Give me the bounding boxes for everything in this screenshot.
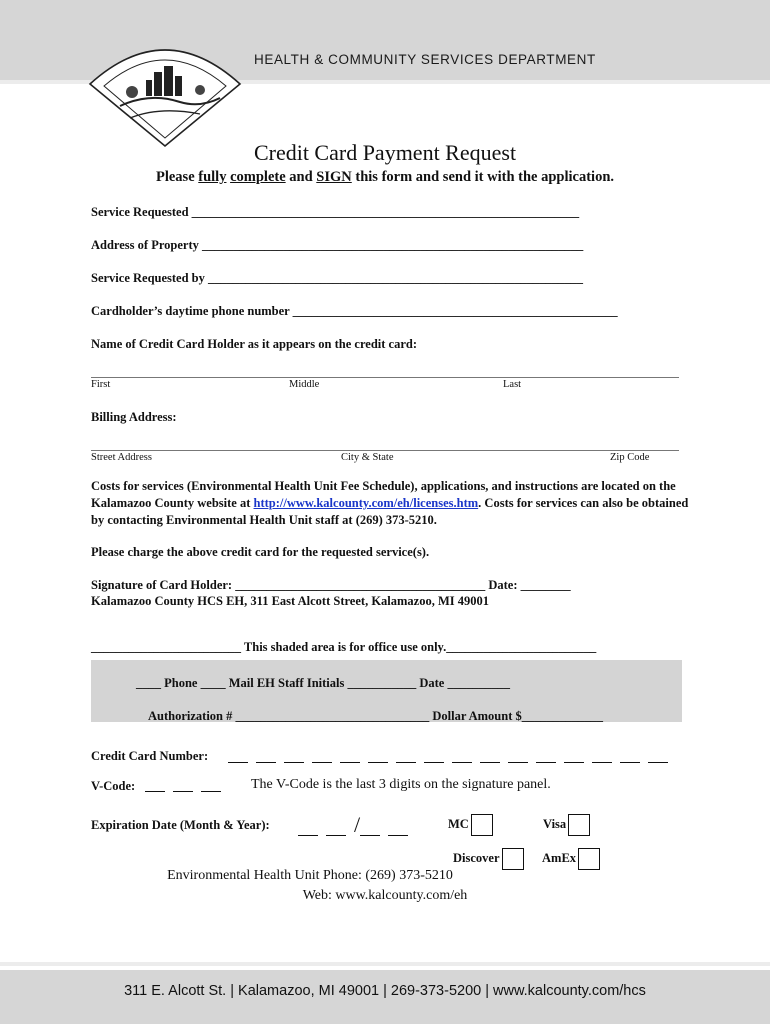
mc-option[interactable]: MC — [448, 814, 493, 836]
service-requested-field[interactable]: Service Requested ______________________________________________________________ — [91, 205, 580, 219]
expiration-date-input[interactable]: / — [298, 816, 416, 842]
name-first-label: First — [91, 379, 111, 390]
office-use-heading: ________________________ This shaded area is for office use only.________________________ — [91, 640, 597, 654]
amex-option[interactable]: AmEx — [542, 848, 600, 870]
footer-stripe — [0, 962, 770, 966]
form-instructions: Please fully complete and SIGN this form and send it with the application. — [155, 169, 615, 185]
department-name: HEALTH & COMMUNITY SERVICES DEPARTMENT — [254, 52, 596, 67]
visa-option[interactable]: Visa — [543, 814, 590, 836]
billing-zip-label: Zip Code — [610, 452, 650, 463]
vcode-input[interactable] — [145, 779, 229, 797]
eh-web: Web: www.kalcounty.com/eh — [302, 888, 468, 903]
vcode-note: The V-Code is the last 3 digits on the signature panel. — [251, 777, 551, 792]
licenses-link[interactable]: http://www.kalcounty.com/eh/licenses.htm — [253, 496, 479, 510]
signature-field[interactable]: Signature of Card Holder: ________________________________________ Date: ________ — [91, 578, 571, 592]
discover-checkbox[interactable] — [502, 848, 524, 870]
footer-address: 311 E. Alcott St. | Kalamazoo, MI 49001 | 269-373-5200 | www.kalcounty.com/hcs — [124, 983, 646, 999]
eh-unit-contact: Environmental Health Unit Phone: (269) 373-5210 — [167, 868, 453, 883]
name-last-label: Last — [503, 379, 522, 390]
name-middle-label: Middle — [289, 379, 320, 390]
vcode-label: V-Code: — [91, 779, 136, 793]
charge-statement: Please charge the above credit card for the requested service(s). — [91, 545, 430, 559]
cardholder-phone-field[interactable]: Cardholder’s daytime phone number ____________________________________________________ — [91, 304, 618, 318]
billing-city-label: City & State — [341, 452, 394, 463]
billing-address-line[interactable] — [91, 450, 679, 451]
credit-card-number-label: Credit Card Number: — [91, 749, 209, 763]
office-use-row-contact[interactable]: ____ Phone ____ Mail EH Staff Initials ___________ Date __________ — [136, 676, 510, 690]
county-seal-logo — [80, 26, 250, 151]
mail-address: Kalamazoo County HCS EH, 311 East Alcott Street, Kalamazoo, MI 49001 — [91, 594, 490, 608]
address-of-property-field[interactable]: Address of Property _____________________________________________________________ — [91, 238, 584, 252]
visa-checkbox[interactable] — [568, 814, 590, 836]
form-title: Credit Card Payment Request — [253, 140, 517, 165]
billing-address-label: Billing Address: — [91, 410, 177, 424]
expiration-date-label: Expiration Date (Month & Year): — [91, 818, 270, 832]
mc-checkbox[interactable] — [471, 814, 493, 836]
costs-paragraph: Costs for services (Environmental Health Unit Fee Schedule), applications, and instructions are located on the Kalamazoo County website at http://www.kalcounty.com/eh/licenses.htm. Costs for services can also be obtained by contacting Environmental Health Unit staff at (269) 373-5210. — [91, 479, 689, 527]
discover-option[interactable]: Discover — [453, 848, 524, 870]
amex-checkbox[interactable] — [578, 848, 600, 870]
cardholder-name-label: Name of Credit Card Holder as it appears on the credit card: — [91, 337, 418, 351]
billing-street-label: Street Address — [91, 452, 152, 463]
cardholder-name-line[interactable] — [91, 377, 679, 378]
office-use-row-authorization[interactable]: Authorization # _______________________________ Dollar Amount $_____________ — [148, 709, 603, 723]
service-requested-by-field[interactable]: Service Requested by ____________________________________________________________ — [91, 271, 583, 285]
credit-card-number-input[interactable] — [228, 750, 676, 768]
